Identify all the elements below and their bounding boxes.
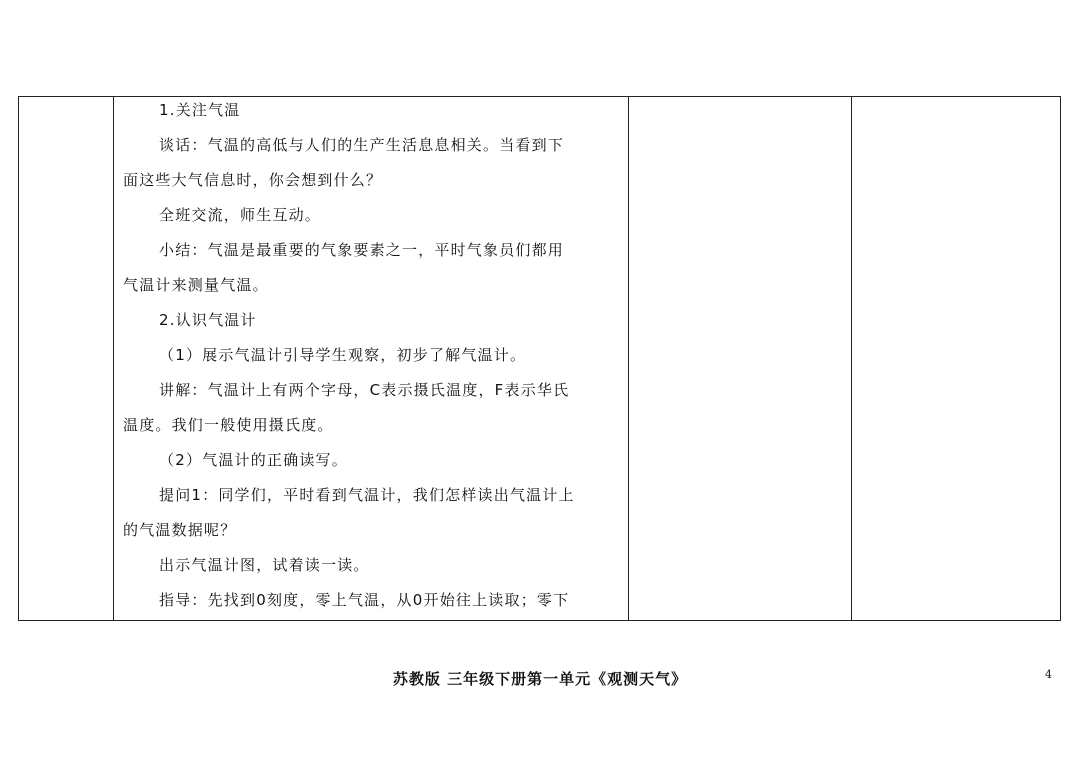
- page-number: 4: [1045, 668, 1052, 681]
- text-line: 谈话：气温的高低与人们的生产生活息息相关。当看到下: [159, 136, 565, 154]
- text-line: 的气温数据呢？: [123, 521, 237, 539]
- text-line: 出示气温计图，试着读一读。: [159, 556, 370, 574]
- text-line: （1）展示气温计引导学生观察，初步了解气温计。: [159, 346, 527, 364]
- text-line: 1.关注气温: [159, 101, 241, 119]
- text-line: 气温计来测量气温。: [123, 276, 269, 294]
- text-line: 讲解：气温计上有两个字母，C表示摄氏温度，F表示华氏: [159, 381, 570, 399]
- table-column-divider: [851, 97, 852, 620]
- lesson-table: [18, 96, 1061, 621]
- footer-title: 苏教版 三年级下册第一单元《观测天气》: [392, 670, 688, 688]
- text-line: 面这些大气信息时，你会想到什么？: [123, 171, 383, 189]
- text-line: 2.认识气温计: [159, 311, 257, 329]
- text-line: 小结：气温是最重要的气象要素之一，平时气象员们都用: [159, 241, 565, 259]
- table-column-divider: [113, 97, 114, 620]
- table-column-divider: [628, 97, 629, 620]
- text-line: （2）气温计的正确读写。: [159, 451, 348, 469]
- text-line: 全班交流，师生互动。: [159, 206, 322, 224]
- text-line: 指导：先找到0刻度，零上气温，从0开始往上读取；零下: [159, 591, 570, 609]
- text-line: 提问1：同学们，平时看到气温计，我们怎样读出气温计上: [159, 486, 575, 504]
- text-line: 温度。我们一般使用摄氏度。: [123, 416, 334, 434]
